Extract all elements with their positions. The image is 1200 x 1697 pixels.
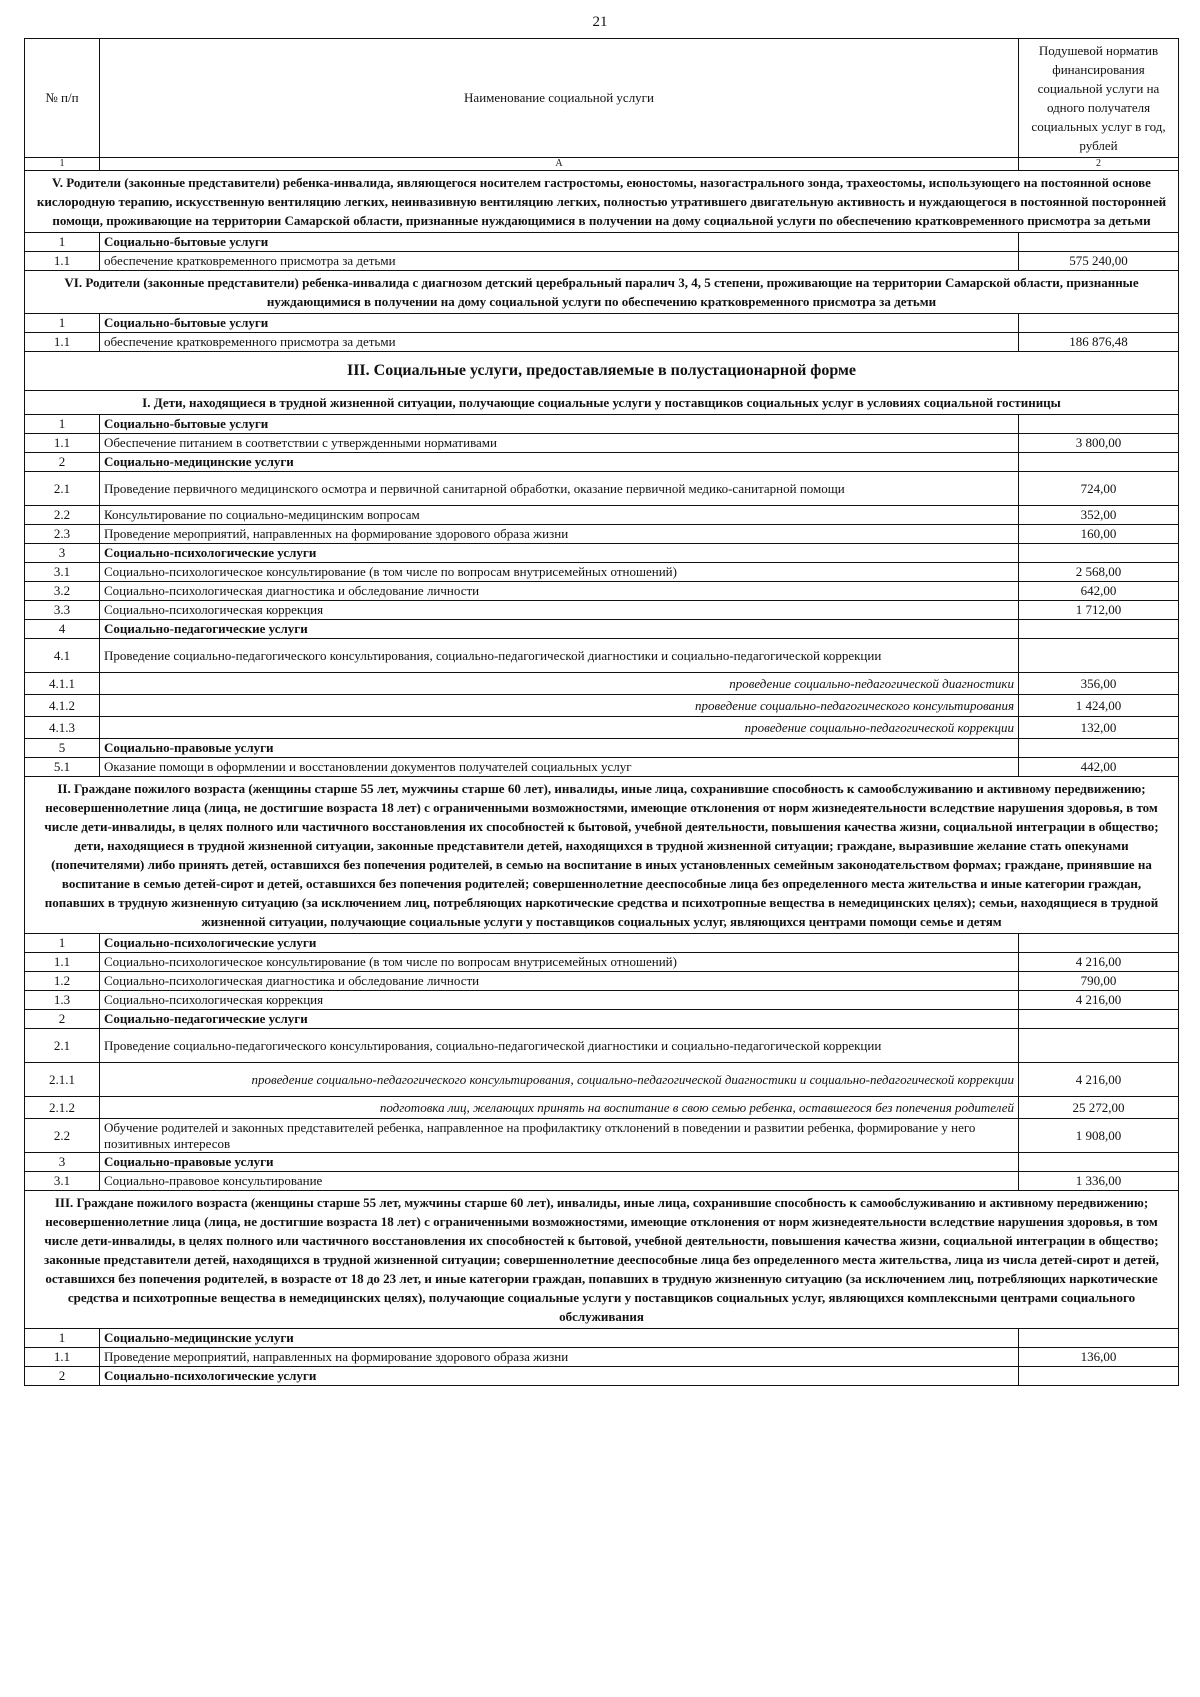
group-row (25, 739, 1179, 758)
service-name: Проведение социально-педагогического консультирования, социально-педагогической диагностики и социально-педагогической коррекции (100, 1029, 1019, 1063)
service-name: Социально-психологическое консультирование (в том числе по вопросам внутрисемейных отношений) (100, 953, 1019, 972)
service-value: 4 216,00 (1019, 1063, 1179, 1097)
row-number: 3.1 (25, 1172, 100, 1191)
service-value: 724,00 (1019, 472, 1179, 506)
row-number: 1.1 (25, 434, 100, 453)
row-number: 1 (25, 233, 100, 252)
row-number: 1.1 (25, 252, 100, 271)
service-row (25, 758, 1179, 777)
header-num: № п/п (25, 39, 100, 158)
service-name: Социально-психологическая коррекция (100, 991, 1019, 1010)
group-name: Социально-педагогические услуги (100, 1010, 1019, 1029)
service-value (1019, 1029, 1179, 1063)
service-name: Обучение родителей и законных представителей ребенка, направленное на профилактику отклонений в поведении и развитии ребенка, формирование у него позитивных интересов (100, 1119, 1019, 1153)
group-name: Социально-психологические услуги (100, 544, 1019, 563)
row-number: 5.1 (25, 758, 100, 777)
group-name: Социально-психологические услуги (100, 934, 1019, 953)
row-number: 4.1.2 (25, 695, 100, 717)
section-heading: I. Дети, находящиеся в трудной жизненной ситуации, получающие социальные услуги у поставщиков социальных услуг в условиях социальной гостиницы (25, 391, 1179, 415)
row-number: 2.3 (25, 525, 100, 544)
group-row (25, 415, 1179, 434)
header-value: Подушевой норматив финансирования социальной услуги на одного получателя социальных услуг в год, рублей (1019, 39, 1179, 158)
row-number: 2 (25, 1367, 100, 1386)
row-number: 1 (25, 934, 100, 953)
group-row (25, 1367, 1179, 1386)
row-number: 1 (25, 314, 100, 333)
section-heading-row (25, 171, 1179, 233)
service-name: проведение социально-педагогической коррекции (100, 717, 1019, 739)
row-number: 4.1.1 (25, 673, 100, 695)
row-number: 1.3 (25, 991, 100, 1010)
service-value (1019, 620, 1179, 639)
header-name: Наименование социальной услуги (100, 39, 1019, 158)
service-name: Проведение социально-педагогического консультирования, социально-педагогической диагностики и социально-педагогической коррекции (100, 639, 1019, 673)
group-row (25, 620, 1179, 639)
service-value: 642,00 (1019, 582, 1179, 601)
service-row (25, 972, 1179, 991)
service-name: Социально-психологическая диагностика и обследование личности (100, 972, 1019, 991)
row-number: 2.1.2 (25, 1097, 100, 1119)
service-value: 132,00 (1019, 717, 1179, 739)
service-row (25, 506, 1179, 525)
service-value: 1 424,00 (1019, 695, 1179, 717)
service-row (25, 695, 1179, 717)
index-num: 1 (25, 158, 100, 171)
service-row (25, 717, 1179, 739)
service-value: 442,00 (1019, 758, 1179, 777)
service-name: Оказание помощи в оформлении и восстановлении документов получателей социальных услуг (100, 758, 1019, 777)
row-number: 3 (25, 544, 100, 563)
service-value: 352,00 (1019, 506, 1179, 525)
service-value: 4 216,00 (1019, 991, 1179, 1010)
row-number: 3.1 (25, 563, 100, 582)
service-value (1019, 739, 1179, 758)
service-value: 25 272,00 (1019, 1097, 1179, 1119)
service-value (1019, 453, 1179, 472)
row-number: 4.1 (25, 639, 100, 673)
group-row (25, 1010, 1179, 1029)
row-number: 2.2 (25, 506, 100, 525)
service-name: Обеспечение питанием в соответствии с утвержденными нормативами (100, 434, 1019, 453)
group-name: Социально-педагогические услуги (100, 620, 1019, 639)
row-number: 1 (25, 1329, 100, 1348)
service-name: Проведение мероприятий, направленных на формирование здорового образа жизни (100, 1348, 1019, 1367)
service-row (25, 1348, 1179, 1367)
service-row (25, 434, 1179, 453)
row-number: 5 (25, 739, 100, 758)
section-heading-row (25, 1191, 1179, 1329)
service-row (25, 639, 1179, 673)
service-name: подготовка лиц, желающих принять на воспитание в свою семью ребенка, оставшегося без попечения родителей (100, 1097, 1019, 1119)
group-name: Социально-психологические услуги (100, 1367, 1019, 1386)
service-row (25, 1097, 1179, 1119)
row-number: 2.1 (25, 472, 100, 506)
service-value: 1 908,00 (1019, 1119, 1179, 1153)
group-row (25, 1153, 1179, 1172)
service-value (1019, 639, 1179, 673)
service-row (25, 1119, 1179, 1153)
row-number: 2 (25, 453, 100, 472)
service-value (1019, 314, 1179, 333)
service-name: обеспечение кратковременного присмотра за детьми (100, 252, 1019, 271)
part-heading-row (25, 352, 1179, 391)
section-heading: VI. Родители (законные представители) ребенка-инвалида с диагнозом детский церебральный паралич 3, 4, 5 степени, проживающие на территории Самарской области, признанные нуждающимися в получении на дому социальной услуги по обеспечению кратковременного присмотра за детьми (25, 271, 1179, 314)
service-value (1019, 1367, 1179, 1386)
group-row (25, 934, 1179, 953)
service-row (25, 333, 1179, 352)
service-value: 3 800,00 (1019, 434, 1179, 453)
service-name: Проведение мероприятий, направленных на формирование здорового образа жизни (100, 525, 1019, 544)
row-number: 3 (25, 1153, 100, 1172)
group-row (25, 314, 1179, 333)
table-index-row (25, 158, 1179, 171)
group-name: Социально-бытовые услуги (100, 233, 1019, 252)
service-row (25, 472, 1179, 506)
service-name: проведение социально-педагогического консультирования, социально-педагогической диагностики и социально-педагогической коррекции (100, 1063, 1019, 1097)
row-number: 4.1.3 (25, 717, 100, 739)
service-row (25, 525, 1179, 544)
service-value (1019, 1153, 1179, 1172)
service-name: Социально-психологическая коррекция (100, 601, 1019, 620)
page-number: 21 (592, 14, 608, 30)
service-value: 1 336,00 (1019, 1172, 1179, 1191)
services-table (24, 38, 1179, 1386)
service-row (25, 601, 1179, 620)
service-name: проведение социально-педагогического консультирования (100, 695, 1019, 717)
row-number: 2.1.1 (25, 1063, 100, 1097)
service-name: Консультирование по социально-медицинским вопросам (100, 506, 1019, 525)
service-row (25, 582, 1179, 601)
service-name: Социально-психологическое консультирование (в том числе по вопросам внутрисемейных отношений) (100, 563, 1019, 582)
service-value: 2 568,00 (1019, 563, 1179, 582)
service-name: проведение социально-педагогической диагностики (100, 673, 1019, 695)
service-row (25, 563, 1179, 582)
service-name: Проведение первичного медицинского осмотра и первичной санитарной обработки, оказание первичной медико-санитарной помощи (100, 472, 1019, 506)
row-number: 1.1 (25, 1348, 100, 1367)
group-row (25, 453, 1179, 472)
service-value: 136,00 (1019, 1348, 1179, 1367)
service-name: Социально-правовое консультирование (100, 1172, 1019, 1191)
index-name: А (100, 158, 1019, 171)
service-value (1019, 1010, 1179, 1029)
part-heading: III. Социальные услуги, предоставляемые в полустационарной форме (25, 352, 1179, 391)
service-value (1019, 233, 1179, 252)
row-number: 3.3 (25, 601, 100, 620)
row-number: 1.1 (25, 953, 100, 972)
group-name: Социально-медицинские услуги (100, 1329, 1019, 1348)
service-value: 186 876,48 (1019, 333, 1179, 352)
row-number: 1.1 (25, 333, 100, 352)
group-name: Социально-правовые услуги (100, 739, 1019, 758)
section-heading: II. Граждане пожилого возраста (женщины старше 55 лет, мужчины старше 60 лет), инвалиды, иные лица, сохранившие способность к самообслуживанию и активному передвижению; несовершеннолетние лица (лица, не достигшие возраста 18 лет) с ограниченными возможностями, имеющие отклонения от норм жизнедеятельности вследствие нарушения здоровья, в том числе дети-инвалиды, в целях полного или частичного восстановления их способностей к бытовой, учебной деятельности, повышения качества жизни, социальной интеграции в общество; дети, находящиеся в трудной жизненной ситуации, законные представители детей, находящихся в трудной жизненной ситуации; граждане, выразившие желание стать опекунами (попечителями) либо принять детей, оставшихся без попечения родителей, в семью на воспитание в иных установленных семейным законодательством формах; граждане, принявшие на воспитание в семью детей-сирот и детей, оставшихся без попечения родителей; совершеннолетние дееспособные лица без определенного места жительства и иные категории граждан, попавших в трудную жизненную ситуацию (за исключением лиц, потребляющих наркотические средства и психотропные вещества в немедицинских целях); семьи, находящиеся в трудной жизненной ситуации, получающие социальные услуги у поставщиков социальных услуг, являющихся центрами помощи семье и детям (25, 777, 1179, 934)
group-row (25, 544, 1179, 563)
service-value (1019, 415, 1179, 434)
group-name: Социально-бытовые услуги (100, 314, 1019, 333)
section-heading-row (25, 391, 1179, 415)
service-row (25, 1063, 1179, 1097)
service-value: 1 712,00 (1019, 601, 1179, 620)
row-number: 1.2 (25, 972, 100, 991)
service-row (25, 673, 1179, 695)
table-header-row (25, 39, 1179, 158)
service-value: 356,00 (1019, 673, 1179, 695)
group-name: Социально-правовые услуги (100, 1153, 1019, 1172)
row-number: 2 (25, 1010, 100, 1029)
row-number: 4 (25, 620, 100, 639)
section-heading-row (25, 271, 1179, 314)
row-number: 2.2 (25, 1119, 100, 1153)
group-name: Социально-медицинские услуги (100, 453, 1019, 472)
service-row (25, 953, 1179, 972)
service-value: 4 216,00 (1019, 953, 1179, 972)
service-value: 790,00 (1019, 972, 1179, 991)
service-value: 160,00 (1019, 525, 1179, 544)
row-number: 3.2 (25, 582, 100, 601)
service-row (25, 1029, 1179, 1063)
group-row (25, 1329, 1179, 1348)
group-name: Социально-бытовые услуги (100, 415, 1019, 434)
section-heading: V. Родители (законные представители) ребенка-инвалида, являющегося носителем гастростомы, еюностомы, назогастрального зонда, трахеостомы, использующего на постоянной основе кислородную терапию, искусственную вентиляцию легких, неинвазивную вентиляцию легких, полностью утратившего двигательную активность и нуждающегося в постоянной посторонней помощи, проживающие на территории Самарской области, признанные нуждающимися в получении на дому социальной услуги по обеспечению кратковременного присмотра за детьми (25, 171, 1179, 233)
section-heading-row (25, 777, 1179, 934)
service-value (1019, 544, 1179, 563)
row-number: 2.1 (25, 1029, 100, 1063)
row-number: 1 (25, 415, 100, 434)
service-row (25, 1172, 1179, 1191)
group-row (25, 233, 1179, 252)
section-heading: III. Граждане пожилого возраста (женщины старше 55 лет, мужчины старше 60 лет), инвалиды, иные лица, сохранившие способность к самообслуживанию и активному передвижению; несовершеннолетние лица (лица, не достигшие возраста 18 лет) с ограниченными возможностями, имеющие отклонения от норм жизнедеятельности вследствие нарушения здоровья, в том числе дети-инвалиды, в целях полного или частичного восстановления их способностей к бытовой, учебной деятельности, повышения качества жизни, социальной интеграции в общество; законные представители детей, находящихся в трудной жизненной ситуации; совершеннолетние дееспособные лица без определенного места жительства, лица из числа детей-сирот и детей, оставшихся без попечения родителей, в возрасте от 18 до 23 лет, и иные категории граждан, попавших в трудную жизненную ситуацию (за исключением лиц, потребляющих наркотические средства и психотропные вещества в немедицинских целях), получающие социальные услуги у поставщиков социальных услуг, являющихся комплексными центрами социального обслуживания (25, 1191, 1179, 1329)
service-row (25, 252, 1179, 271)
service-value: 575 240,00 (1019, 252, 1179, 271)
index-value: 2 (1019, 158, 1179, 171)
service-name: Социально-психологическая диагностика и обследование личности (100, 582, 1019, 601)
service-name: обеспечение кратковременного присмотра за детьми (100, 333, 1019, 352)
service-value (1019, 1329, 1179, 1348)
service-value (1019, 934, 1179, 953)
service-row (25, 991, 1179, 1010)
